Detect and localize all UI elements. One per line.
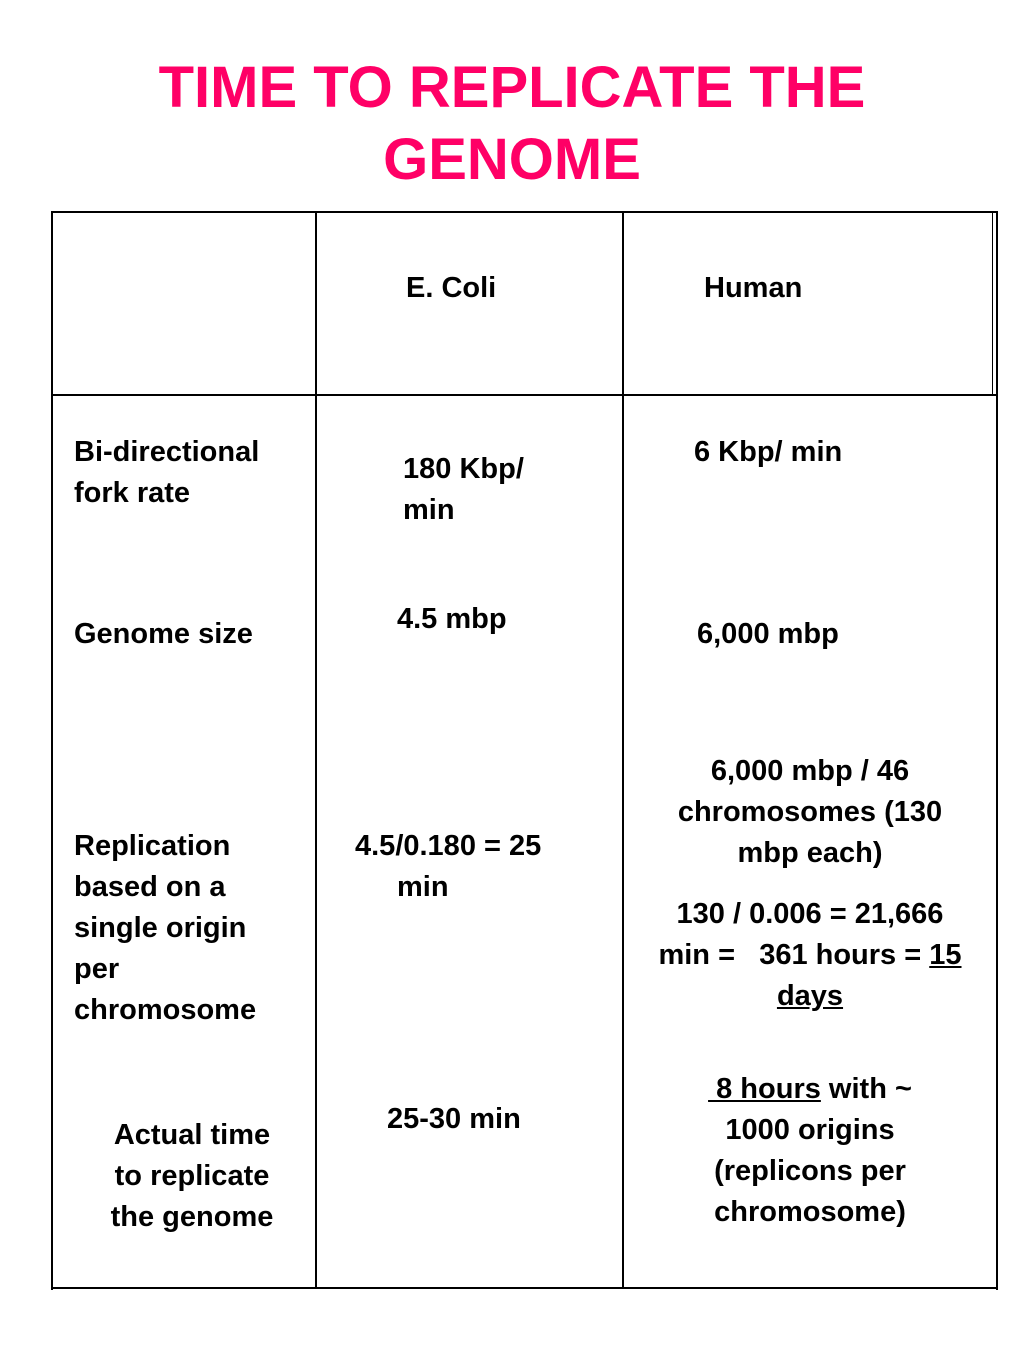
header-human: Human <box>704 272 803 304</box>
row-label-single-origin: Replication based on a single origin per chromosome <box>74 830 257 1026</box>
column-divider-1 <box>315 211 317 1289</box>
ecoli-actual-time: 25-30 min <box>387 1103 521 1135</box>
human-single-origin-time: 130 / 0.006 = 21,666 min = 361 hours = 15 days <box>658 898 962 1012</box>
header-ecoli: E. Coli <box>406 272 497 304</box>
row-label-genome-size: Genome size <box>74 618 253 650</box>
title-line-1: TIME TO REPLICATE THE <box>158 55 866 120</box>
table-top-border <box>52 211 998 213</box>
human-actual-time: 8 hours with ~ 1000 origins (replicons per chromosome) <box>708 1073 912 1228</box>
ecoli-fork-rate: 180 Kbp/ min <box>403 453 524 526</box>
header-right-inner-border <box>992 213 993 395</box>
human-chromosome-note: 6,000 mbp / 46 chromosomes (130 mbp each) <box>677 755 943 869</box>
table-bottom-border <box>51 1287 998 1289</box>
page-title <box>0 52 1024 196</box>
human-fork-rate: 6 Kbp/ min <box>694 436 843 468</box>
ecoli-single-origin-time: 4.5/0.180 = 25 min <box>355 830 542 903</box>
title-line-2: GENOME <box>383 127 641 192</box>
header-bottom-border <box>52 394 998 396</box>
table-left-border <box>51 211 53 1290</box>
row-label-actual-time: Actual time to replicate the genome <box>110 1119 274 1233</box>
human-genome-size: 6,000 mbp <box>697 618 839 650</box>
table-right-border <box>996 211 998 1290</box>
row-label-fork-rate: Bi-directional fork rate <box>74 436 260 509</box>
ecoli-genome-size: 4.5 mbp <box>397 603 507 635</box>
